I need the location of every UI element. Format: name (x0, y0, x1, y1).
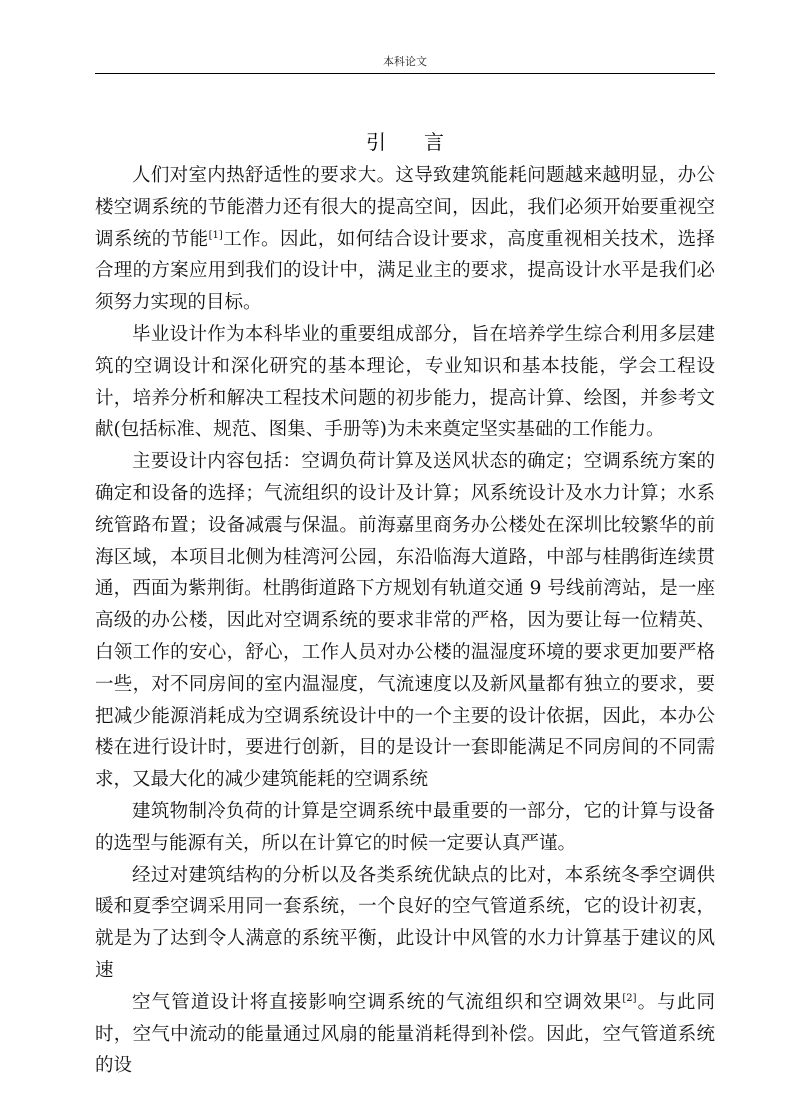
paragraph-6-text: 空气管道设计将直接影响空调系统的气流组织和空调效果 (132, 991, 623, 1013)
citation-1: [1] (208, 229, 223, 241)
section-title: 引言 (366, 130, 482, 154)
paragraph-6-text-cont: 。与此同时，空气中流动的能量通过风扇的能量消耗得到补偿。因此，空气管道系统的设 (95, 991, 715, 1077)
paragraph-2: 毕业设计作为本科毕业的重要组成部分，旨在培养学生综合利用多层建筑的空调设计和深化研究的基本理论，专业知识和基本技能，学会工程设计，培养分析和解决工程技术问题的初步能力，提高计算、绘图，并参考文献(包括标准、规范、图集、手册等)为未来奠定坚实基础的工作能力。 (95, 323, 715, 441)
paragraph-6 (95, 987, 715, 1082)
paragraph-3: 主要设计内容包括：空调负荷计算及送风状态的确定；空调系统方案的确定和设备的选择；气流组织的设计及计算；风系统设计及水力计算；水系统管路布置；设备减震与保温。前海嘉里商务办公楼处在深圳比较繁华的前海区域，本项目北侧为桂湾河公园，东沿临海大道路，中部与桂鹃街连续贯通，西面为紫荆街。杜鹃街道路下方规划有轨道交通 9 号线前湾站，是一座高级的办公楼，因此对空调系统的要求非常的严格，因为要让每一位精英、白领工作的安心，舒心，工作人员对办公楼的温湿度环境的要求更加要严格一些，对不同房间的室内温湿度，气流速度以及新风量都有独立的要求，要把减少能源消耗成为空调系统设计中的一个主要的设计依据，因此，本办公楼在进行设计时，要进行创新，目的是设计一套即能满足不同房间的不同需求，又最大化的减少建筑能耗的空调系统 (95, 451, 715, 791)
paragraph-1-text-cont: 工作。因此，如何结合设计要求，高度重视相关技术，选择合理的方案应用到我们的设计中，满足业主的要求，提高设计水平是我们必须努力实现的目标。 (95, 228, 715, 314)
header-rule (95, 73, 715, 74)
paragraph-1-text: 人们对室内热舒适性的要求大。这导致建筑能耗问题越来越明显，办公楼空调系统的节能潜力还有很大的提高空间，因此，我们必须开始要重视空调系统的节能 (95, 165, 715, 250)
running-header: 本科论文 (383, 55, 427, 68)
citation-2: [2] (622, 992, 637, 1004)
paragraph-5: 经过对建筑结构的分析以及各类系统优缺点的比对，本系统冬季空调供暖和夏季空调采用同一套系统，一个良好的空气管道系统，它的设计初衷，就是为了达到令人满意的系统平衡，此设计中风管的水力计算基于建议的风速 (95, 864, 715, 981)
body-text (95, 160, 715, 1082)
paragraph-1 (95, 160, 715, 319)
paragraph-4: 建筑物制冷负荷的计算是空调系统中最重要的一部分，它的计算与设备的选型与能源有关，所以在计算它的时候一定要认真严谨。 (95, 800, 715, 854)
